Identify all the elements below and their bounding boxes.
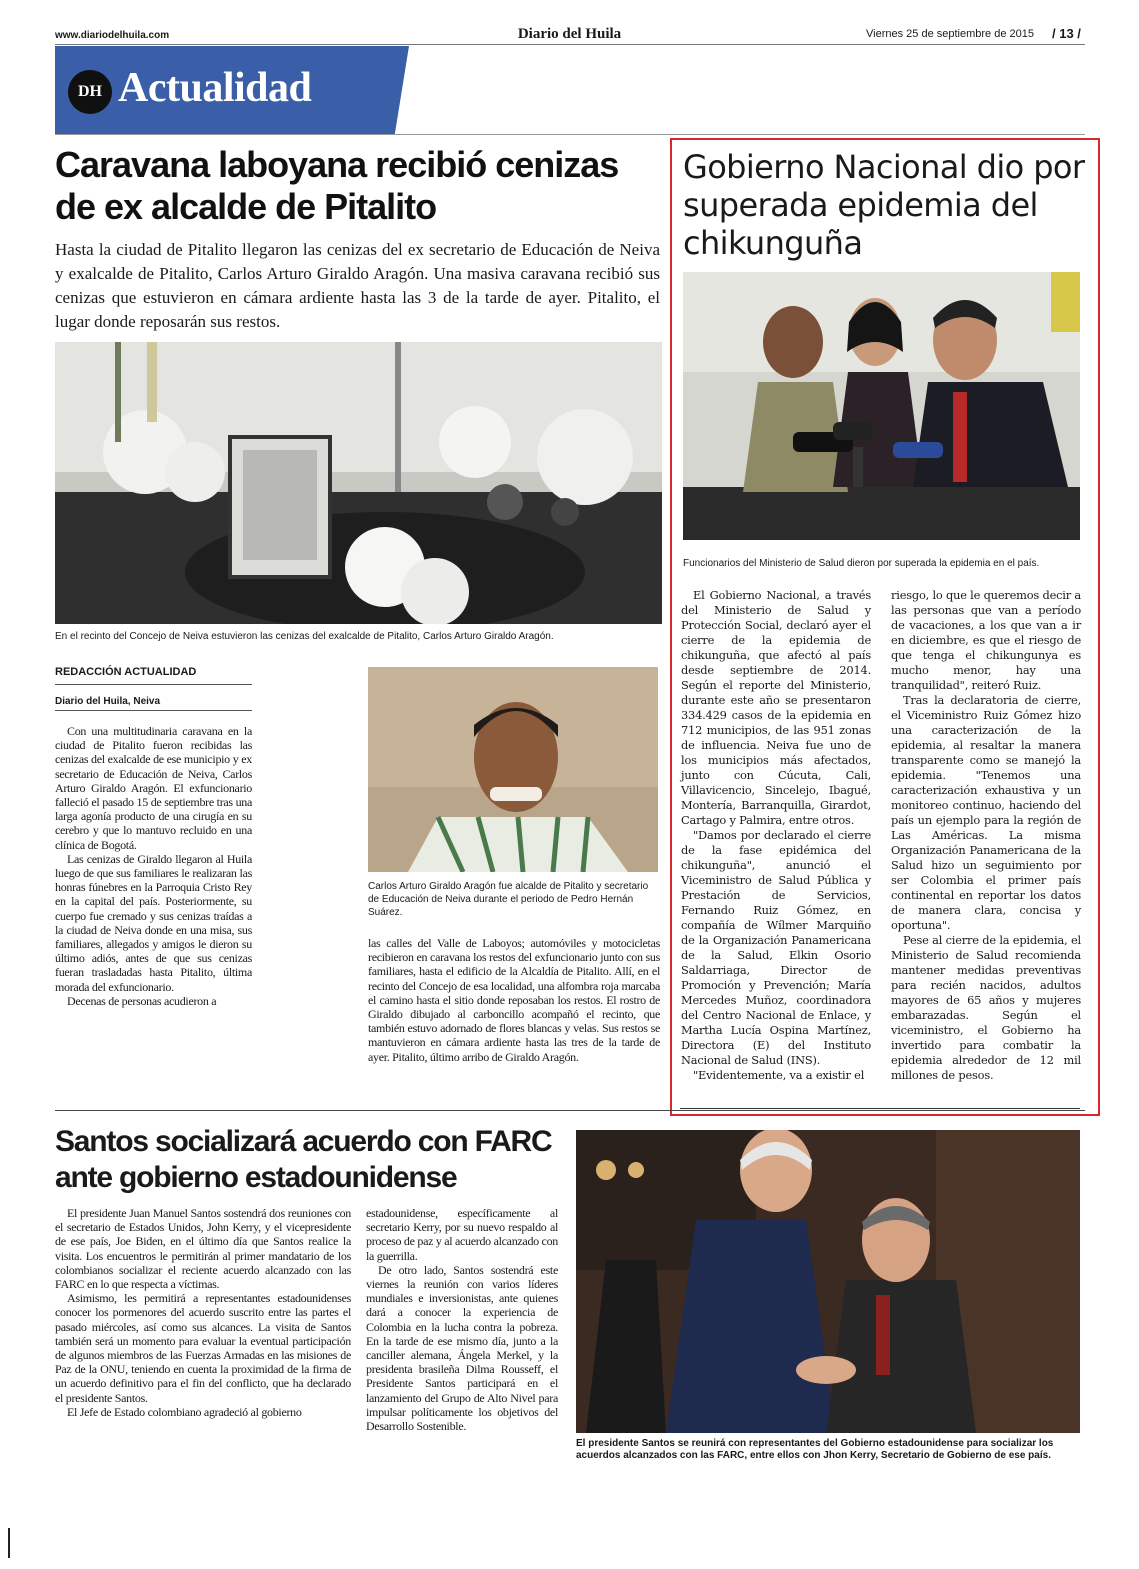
dateline: Diario del Huila, Neiva xyxy=(55,696,161,707)
headline-caravana: Caravana laboyana recibió cenizas de ex alcalde de Pitalito xyxy=(55,144,619,227)
section-rule xyxy=(55,134,1085,135)
story2-paragraph: Pese al cierre de la epidemia, el Ministerio de Salud recomienda mantener medidas preventivas para recién nacidos, adultos mayores de 65 años y mujeres embarazadas. Según el viceministro, el Gobierno ha invertido para combatir la epidemia alrededor de 12 mil millones de pesos. xyxy=(891,933,1081,1082)
dek-caravana: Hasta la ciudad de Pitalito llegaron las cenizas del ex secretario de Educación de Neiva y exalcalde de Pitalito, Carlos Arturo Giraldo Aragón. Una masiva caravana recibió sus cenizas que estuvieron en cámara ardiente hasta las 3 de la tarde de ayer. Pitalito, el lugar donde reposarán sus restos. xyxy=(55,240,660,331)
story3-paragraph: De otro lado, Santos sostendrá este viernes la reunión con varios líderes mundiales e inversionistas, ante quienes dará a conocer la experiencia de Colombia en la lucha contra la pobreza. En la tarde de ese mismo día, junto a la canciller alemana, Ángela Merkel, y la presidenta brasileña Dilma Rousseff, el Presidente Santos participará en el lanzamiento del Grupo de Alto Nivel para impulsar políticamente los objetivos del Desarrollo Sostenible. xyxy=(366,1262,558,1434)
issue-date: Viernes 25 de septiembre de 2015 xyxy=(866,28,1034,40)
story1-paragraph: Decenas de personas acudieron a xyxy=(67,993,217,1008)
story3-paragraph: El Jefe de Estado colombiano agradeció al gobierno xyxy=(67,1404,302,1419)
dateline-rule xyxy=(55,710,252,711)
story2-paragraph: "Damos por declarado el cierre de la fase epidémica del chikunguña", anunció el Viceministro de Salud Pública y Prestación de Servicios, Fernando Ruiz Gómez, en compañía de Wílmer Marquiño de la Organización Panamericana de la Salud, Elkin Osorio Saldarriaga, Director de Promoción y Prevención; María Mercedes Muñoz, coordinadora del Centro Nacional de Enlace, y Martha Lucía Ospina Martínez, Directora (E) del Instituto Nacional de Salud (INS). xyxy=(681,828,871,1067)
story3-column-2 xyxy=(366,1206,558,1433)
story-divider xyxy=(55,1110,1085,1111)
ceremony-image xyxy=(55,342,662,624)
website-url: www.diariodelhuila.com xyxy=(55,30,170,41)
caption-press: Funcionarios del Ministerio de Salud dieron por superada la epidemia en el país. xyxy=(683,558,1040,569)
story3-paragraph: Asimismo, les permitirá a representantes estadounidenses conocer los pormenores del acuerdo suscrito entre las partes el pasado miércoles, así como sus alcances. La visita de Santos también será un momento para evaluar la eventual participación de algunos miembros de las Fuerzas Armadas en las misiones de Paz de la ONU, teniendo en cuenta la proximidad de la firma de un acuerdo definitivo para el fin del conflicto, que ha declarado el presidente Santos. xyxy=(55,1291,351,1405)
caption-santos: El presidente Santos se reunirá con representantes del Gobierno estadounidense para socializar los acuerdos alcanzados con las FARC, entre ellos con Jhon Kerry, Secretario de Gobierno de ese país. xyxy=(576,1438,1054,1461)
photo-portrait xyxy=(368,667,658,872)
santos-kerry-image xyxy=(576,1130,1080,1433)
photo-santos-kerry xyxy=(576,1130,1080,1433)
caption-portrait: Carlos Arturo Giraldo Aragón fue alcalde de Pitalito y secretario de Educación de Neiva durante el periodo de Pedro Hernán Suárez. xyxy=(368,881,649,918)
section-title: Actualidad xyxy=(118,65,312,111)
byline: REDACCIÓN ACTUALIDAD xyxy=(55,666,197,678)
headline-chikungunya: Gobierno Nacional dio por superada epidemia del chikunguña xyxy=(683,148,1085,262)
story1-column-1 xyxy=(55,724,252,1008)
portrait-image xyxy=(368,667,658,872)
byline-rule xyxy=(55,684,252,685)
crop-mark xyxy=(8,1528,10,1558)
photo-ceremony xyxy=(55,342,662,624)
story2-paragraph: riesgo, lo que le queremos decir a las personas que van a período de vacaciones, a los que van a ir en diciembre, es que el riesgo de que tenga el chikungunya es mucho menor, hay una tranquilidad", reiteró Ruiz. xyxy=(891,588,1081,692)
photo-press-conference xyxy=(683,272,1080,540)
dh-logo: DH xyxy=(68,70,112,114)
story2-bottom-rule xyxy=(680,1108,1080,1109)
story3-column-1 xyxy=(55,1206,351,1419)
story3-paragraph: estadounidense, específicamente al secretario Kerry, por su nuevo respaldo al proceso de paz y al acuerdo alcanzado con la guerrilla. xyxy=(366,1206,558,1263)
page-number: / 13 / xyxy=(1052,26,1081,41)
caption-ceremony: En el recinto del Concejo de Neiva estuvieron las cenizas del exalcalde de Pitalito, Carlos Arturo Giraldo Aragón. xyxy=(55,631,554,642)
story1-paragraph: Las cenizas de Giraldo llegaron al Huila luego de que sus familiares le realizaran las honras fúnebres en la Parroquia Cristo Rey en la capital del país. Posteriormente, su cuerpo fue cremado y sus cenizas traídas a la ciudad de Neiva donde en una misa, sus familiares, allegados y amigos le dieron su último adiós, antes de que sus cenizas fueran trasladadas hasta Pitalito, última morada del exfuncionario. xyxy=(55,851,252,994)
masthead-rule xyxy=(55,44,1085,45)
newspaper-name-a: Diario del xyxy=(517,26,586,42)
headline-santos: Santos socializará acuerdo con FARC ante gobierno estadounidense xyxy=(55,1125,552,1194)
newspaper-name-b: Huila xyxy=(585,26,622,42)
story2-paragraph: "Evidentemente, va a existir el xyxy=(693,1068,865,1082)
story2-column-2 xyxy=(891,588,1081,1083)
story2-paragraph: El Gobierno Nacional, a través del Ministerio de Salud y Protección Social, declaró ayer el cierre de la epidemia de chikunguña, que afectó al país desde septiembre de 2014. Según el reporte del Ministerio, durante este año se presentaron 334.429 casos de la epidemia en 712 municipios, de las 951 zonas de influencia. Neiva fue uno de los municipios más afectados, junto con Cúcuta, Cali, Villavicencio, Sincelejo, Ibagué, Montería, Barranquilla, Girardot, Cartago y Palmira, entre otros. xyxy=(681,588,871,827)
press-image xyxy=(683,272,1080,540)
story3-paragraph: El presidente Juan Manuel Santos sostendrá dos reuniones con el secretario de Estados Unidos, John Kerry, y el vicepresidente de ese país, Joe Biden, en el último día que Santos realice la visita. Los encuentros le permitirán al primer mandatario de los colombianos socializar el reciente acuerdo alcanzado con las FARC en lo que respecta a víctimas. xyxy=(55,1206,351,1292)
story1-paragraph: Con una multitudinaria caravana en la ciudad de Pitalito fueron recibidas las cenizas del exalcalde de ese municipio y ex secretario de Educación de Neiva, Carlos Arturo Giraldo Aragón. El exfuncionario falleció el pasado 15 de septiembre tras una larga agonía producto de una cirugía en su cerebro y que lo mantuvo recluido en una clínica de Bogotá. xyxy=(55,724,252,852)
story1-column-2 xyxy=(368,936,660,1064)
story2-column-1 xyxy=(681,588,871,1083)
story2-paragraph: Tras la declaratoria de cierre, el Viceministro Ruiz Gómez hizo una caracterización de la epidemia, al resaltar la manera transparente como se manejó la epidemia. "Tenemos una caracterización exhaustiva y un monitoreo continuo, haciendo del país un ejemplo para la región de Las Américas. La misma Organización Panamericana de la Salud hizo un seguimiento por ser Colombia el primer país continental en reportar los datos de manera clara, concisa y oportuna". xyxy=(891,693,1081,932)
story1-column2-paragraph: las calles del Valle de Laboyos; automóviles y motocicletas recibieron en caravana los restos del exfuncionario junto con sus familiares, hasta el edificio de la Alcaldía de Pitalito. Allí, en el recinto del Concejo de esa localidad, una alfombra roja marcaba el camino hasta el sitio donde reposaban los restos. El rostro de Giraldo dibujado al carboncillo acompañó el recinto, que también estuvo adornado de flores blancas y velas. Sus restos se mantuvieron en cámara ardiente hasta las tres de la tarde de ayer. Pitalito, último arribo de Giraldo Aragón. xyxy=(368,936,660,1064)
